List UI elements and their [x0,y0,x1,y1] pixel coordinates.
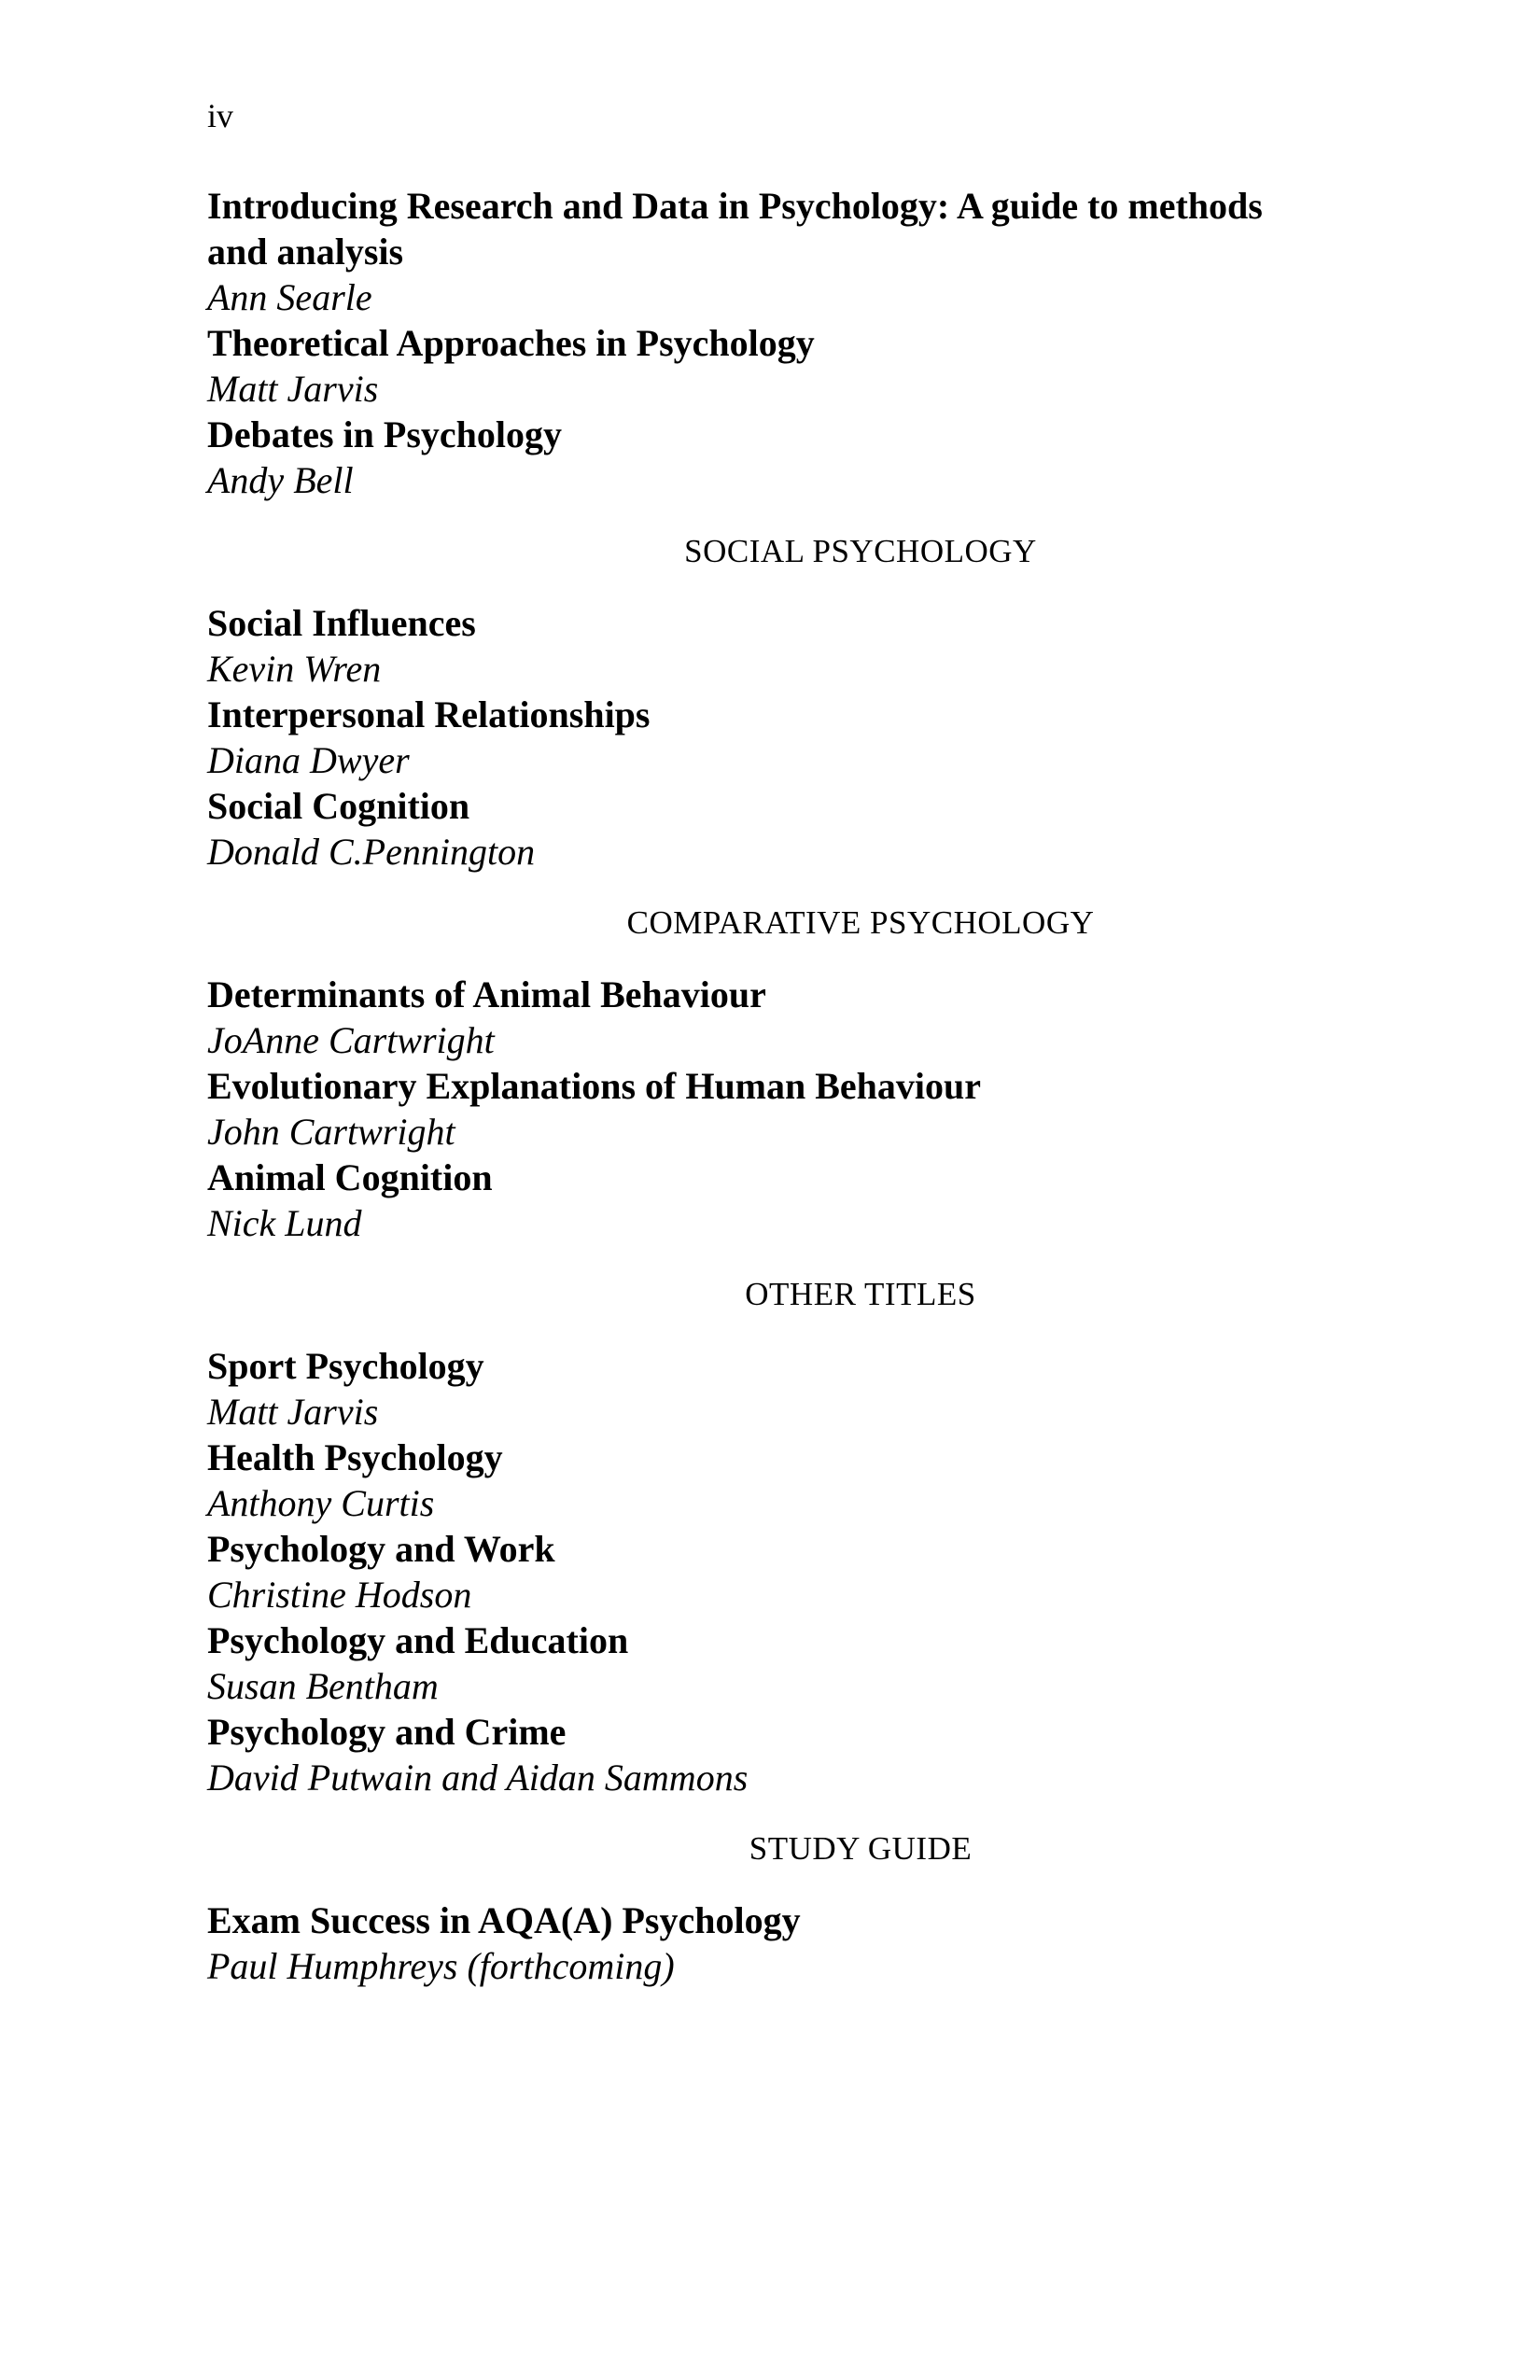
book-title: Psychology and Education [207,1619,629,1661]
book-title: Exam Success in AQA(A) Psychology [207,1899,801,1941]
book-entry [207,320,1421,412]
book-title: Determinants of Animal Behaviour [207,973,766,1015]
book-title: Evolutionary Explanations of Human Behaviour [207,1065,982,1107]
book-author: Matt Jarvis [207,1391,379,1433]
book-title: Theoretical Approaches in Psychology [207,322,815,364]
book-author: Kevin Wren [207,648,382,690]
book-entry [207,1897,1421,1989]
book-title: Sport Psychology [207,1345,484,1387]
book-author: Matt Jarvis [207,368,379,410]
book-author: Christine Hodson [207,1574,472,1616]
book-author: David Putwain and Aidan Sammons [207,1757,749,1799]
book-author: Andy Bell [207,459,354,501]
section-heading-other-titles: OTHER TITLES [745,1276,976,1312]
book-title: Health Psychology [207,1436,503,1478]
section-heading-study-guide: STUDY GUIDE [749,1830,973,1867]
book-entry [207,1526,1421,1617]
section-heading-comparative-psychology: COMPARATIVE PSYCHOLOGY [626,904,1095,941]
book-title: Psychology and Crime [207,1711,567,1753]
book-author: Paul Humphreys (forthcoming) [207,1945,675,1987]
book-author: Nick Lund [207,1202,362,1244]
book-author: Donald C.Pennington [207,831,536,873]
page-number: iv [207,97,234,134]
book-entry [207,1435,1421,1526]
book-title-continued: and analysis [207,231,404,273]
book-entry [207,600,1421,692]
book-title: Social Cognition [207,785,470,827]
book-title: Social Influences [207,602,476,644]
book-entry [207,1343,1421,1435]
book-entry [207,183,1421,320]
series-list [207,183,1421,1989]
book-author: John Cartwright [207,1111,455,1153]
book-entry [207,692,1421,783]
book-entry [207,1617,1421,1709]
book-author: Ann Searle [207,276,372,318]
book-entry [207,1063,1421,1155]
book-title: Animal Cognition [207,1156,493,1198]
book-title: Introducing Research and Data in Psychology: A guide to methods [207,185,1263,227]
book-entry [207,412,1421,503]
book-entry [207,783,1421,875]
book-author: Anthony Curtis [207,1482,435,1524]
book-title: Debates in Psychology [207,413,562,455]
book-author: Diana Dwyer [207,739,410,781]
book-entry [207,1155,1421,1246]
book-entry [207,1709,1421,1800]
book-entry [207,972,1421,1063]
book-author: JoAnne Cartwright [207,1019,495,1061]
section-heading-social-psychology: SOCIAL PSYCHOLOGY [684,533,1037,569]
book-author: Susan Bentham [207,1665,439,1707]
book-title: Interpersonal Relationships [207,693,651,735]
book-title: Psychology and Work [207,1528,555,1570]
